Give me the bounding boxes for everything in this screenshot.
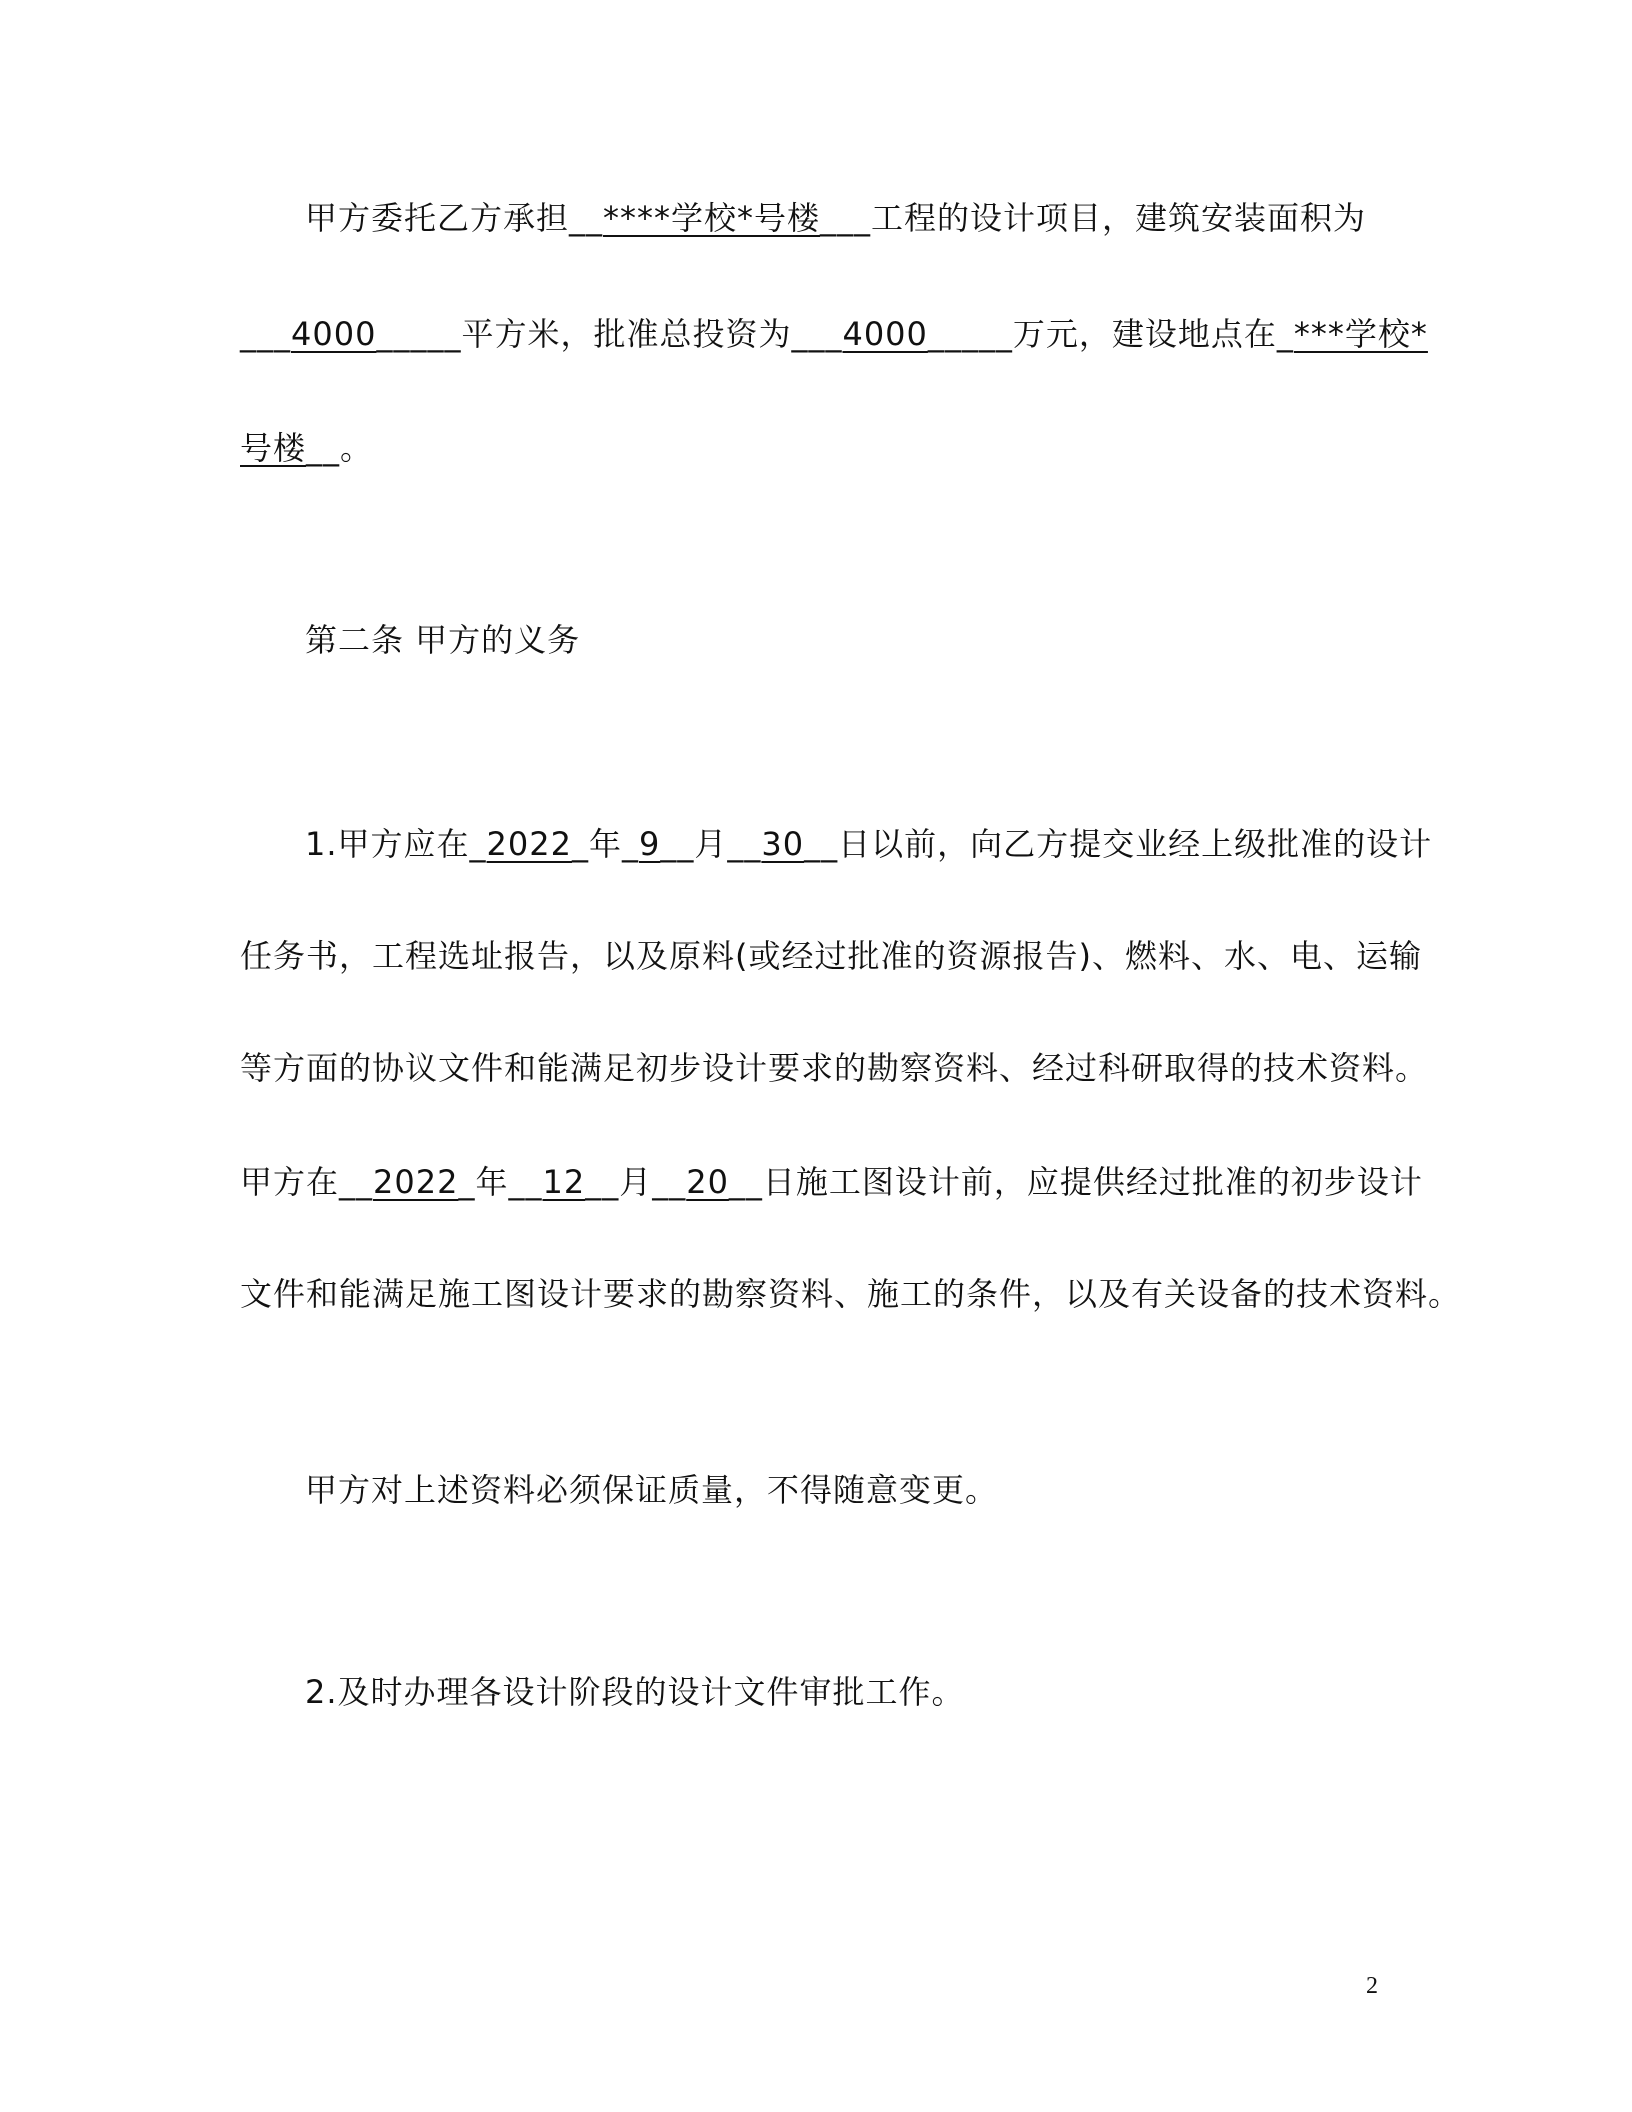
- section-heading: 第二条 甲方的义务: [305, 621, 581, 659]
- deadline-year-field: 2022: [486, 825, 572, 863]
- text-segment: 甲方在__: [240, 1163, 374, 1201]
- deadline-month-field: 9: [639, 825, 661, 863]
- text-segment: __月__: [585, 1163, 687, 1201]
- project-description-line-3: [240, 426, 373, 470]
- deadline-day-field: 30: [761, 825, 805, 863]
- text-segment: _____万元，建设地点在_: [927, 315, 1294, 353]
- text-segment: __日施工图设计前，应提供经过批准的初步设计: [728, 1163, 1423, 1201]
- text-segment: 1.甲方应在_: [305, 825, 487, 863]
- obligation-2-paragraph: 2.及时办理各设计阶段的设计文件审批工作。: [305, 1673, 965, 1711]
- location-field-continued: 号楼: [240, 429, 307, 467]
- text-segment: ___工程的设计项目，建筑安装面积为: [820, 199, 1367, 237]
- text-segment: __日以前，向乙方提交业经上级批准的设计: [804, 825, 1433, 863]
- investment-field: 4000: [842, 315, 928, 353]
- quality-requirement-paragraph: 甲方对上述资料必须保证质量，不得随意变更。: [305, 1471, 999, 1509]
- project-description-line-2: [240, 312, 1428, 356]
- text-segment: _年__: [458, 1163, 543, 1201]
- obligation-1-line-2: 任务书，工程选址报告，以及原料(或经过批准的资源报告)、燃料、水、电、运输: [240, 937, 1422, 975]
- obligation-1-line-5: 文件和能满足施工图设计要求的勘察资料、施工的条件，以及有关设备的技术资料。: [240, 1275, 1462, 1313]
- location-field: ***学校*: [1293, 315, 1428, 353]
- text-segment: 甲方委托乙方承担__: [305, 199, 604, 237]
- text-segment: __月__: [660, 825, 762, 863]
- page-number: 2: [1366, 1973, 1378, 1999]
- obligation-1-line-4: [240, 1160, 1423, 1204]
- project-name-field: ****学校*号楼: [603, 199, 821, 237]
- text-segment: __。: [306, 429, 374, 467]
- text-segment: _____平方米，批准总投资为___: [376, 315, 843, 353]
- drawing-year-field: 2022: [373, 1163, 459, 1201]
- area-field: 4000: [291, 315, 377, 353]
- drawing-month-field: 12: [542, 1163, 586, 1201]
- text-segment: ___: [240, 315, 291, 353]
- project-description-line-1: [305, 196, 1366, 240]
- text-segment: _年_: [571, 825, 639, 863]
- obligation-1-line-1: [305, 822, 1432, 866]
- drawing-day-field: 20: [686, 1163, 729, 1201]
- obligation-1-line-3: 等方面的协议文件和能满足初步设计要求的勘察资料、经过科研取得的技术资料。: [240, 1049, 1429, 1087]
